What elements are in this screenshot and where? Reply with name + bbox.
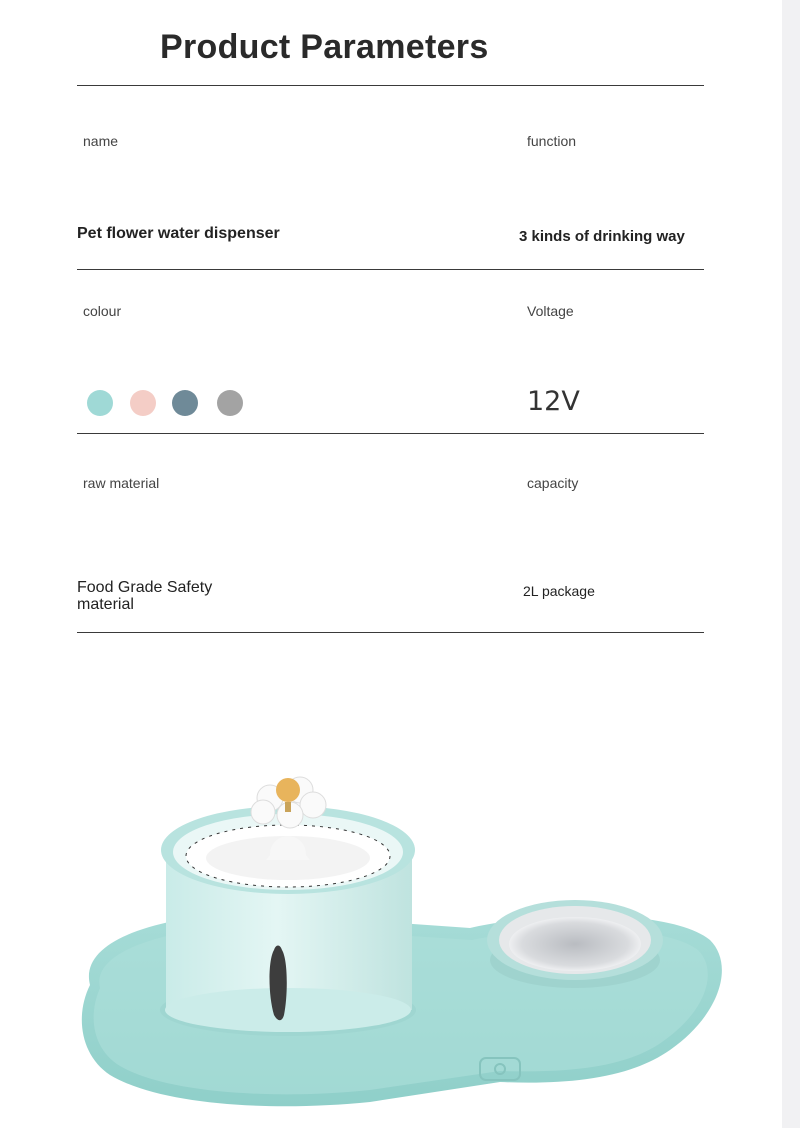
- raw-material-value-line2: material: [77, 596, 134, 613]
- name-label: name: [83, 133, 119, 149]
- function-label: function: [527, 133, 577, 149]
- divider-1: [77, 269, 704, 270]
- capacity-value: 2L package: [523, 583, 595, 599]
- right-edge-strip: [782, 0, 800, 1128]
- page-title: Product Parameters: [160, 28, 489, 66]
- steel-bowl: [487, 900, 663, 988]
- colour-label: colour: [83, 303, 122, 319]
- colour-swatch-grey: [217, 390, 243, 416]
- water-fountain: [160, 806, 416, 1036]
- raw-material-value-line1: Food Grade Safety: [77, 579, 213, 596]
- divider-top: [77, 85, 704, 86]
- capacity-label: capacity: [527, 475, 579, 491]
- divider-3: [77, 632, 704, 633]
- voltage-label: Voltage: [527, 303, 574, 319]
- raw-material-value: [77, 579, 212, 613]
- name-value: Pet flower water dispenser: [77, 225, 280, 242]
- divider-2: [77, 433, 704, 434]
- colour-swatch-mint: [87, 390, 113, 416]
- colour-swatch-pink: [130, 390, 156, 416]
- raw-material-label: raw material: [83, 475, 160, 491]
- product-photo: [70, 760, 730, 1120]
- colour-swatch-slate-blue: [172, 390, 198, 416]
- function-value: 3 kinds of drinking way: [519, 228, 685, 245]
- voltage-value: 12V: [527, 386, 580, 417]
